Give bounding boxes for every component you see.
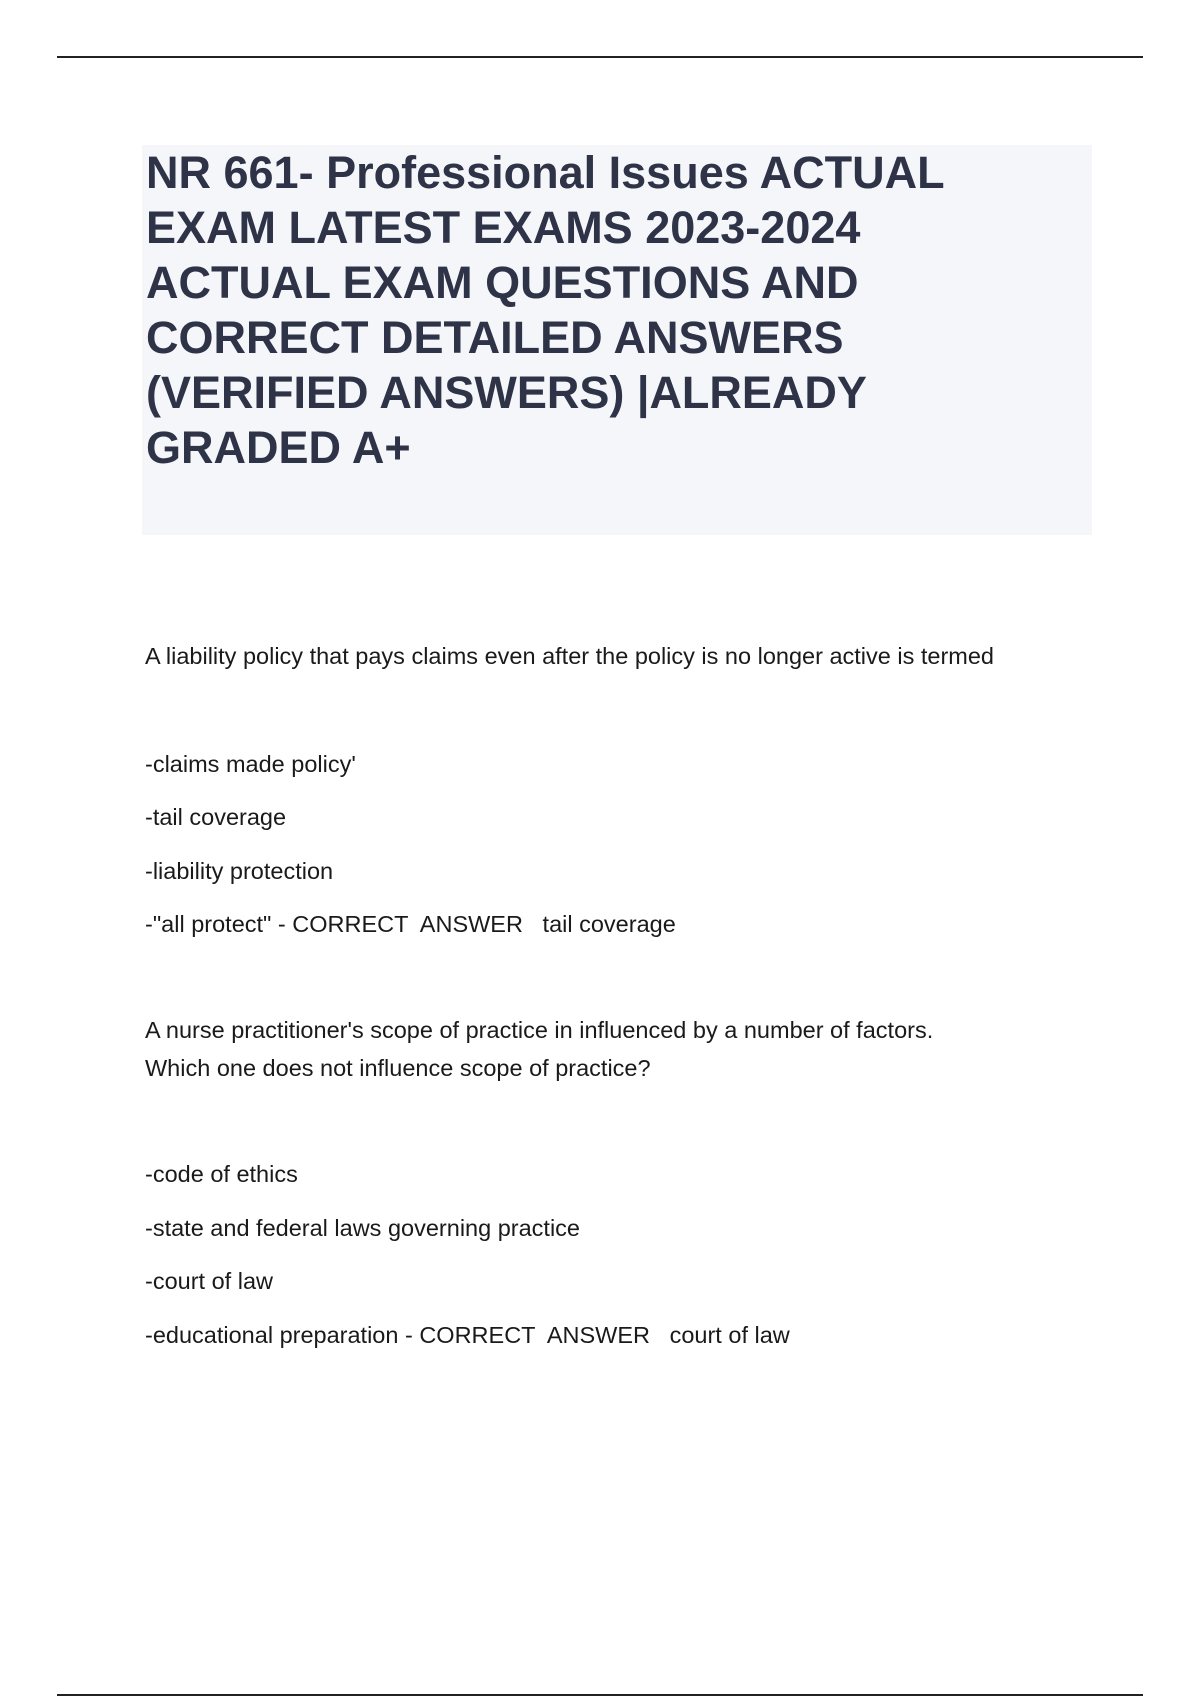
question-2-prompt-line-2: Which one does not influence scope of practice? bbox=[145, 1055, 651, 1081]
question-1-option-3: -liability protection bbox=[145, 858, 334, 884]
question-2-option-1: -code of ethics bbox=[145, 1161, 298, 1187]
question-2-option-4: -educational preparation - CORRECT ANSWER court of law bbox=[145, 1322, 790, 1348]
question-2-option-2: -state and federal laws governing practice bbox=[145, 1215, 580, 1241]
top-divider bbox=[57, 56, 1143, 58]
question-1-option-4: -"all protect" - CORRECT ANSWER tail coverage bbox=[145, 911, 676, 937]
question-1-prompt: A liability policy that pays claims even after the policy is no longer active is termed bbox=[145, 643, 995, 669]
question-1-option-1: -claims made policy' bbox=[145, 751, 356, 777]
title-block bbox=[142, 145, 1092, 535]
question-2-prompt-line-1: A nurse practitioner's scope of practice in influenced by a number of factors. bbox=[145, 1017, 934, 1043]
bottom-divider bbox=[57, 1694, 1143, 1696]
question-1-option-2: -tail coverage bbox=[145, 804, 287, 830]
document-title: NR 661- Professional Issues ACTUAL EXAM LATEST EXAMS 2023-2024 ACTUAL EXAM QUESTIONS AND CORRECT DETAILED ANSWERS (VERIFIED ANSWERS) |ALREADY GRADED A+ bbox=[146, 147, 945, 473]
question-2-option-3: -court of law bbox=[145, 1268, 273, 1294]
